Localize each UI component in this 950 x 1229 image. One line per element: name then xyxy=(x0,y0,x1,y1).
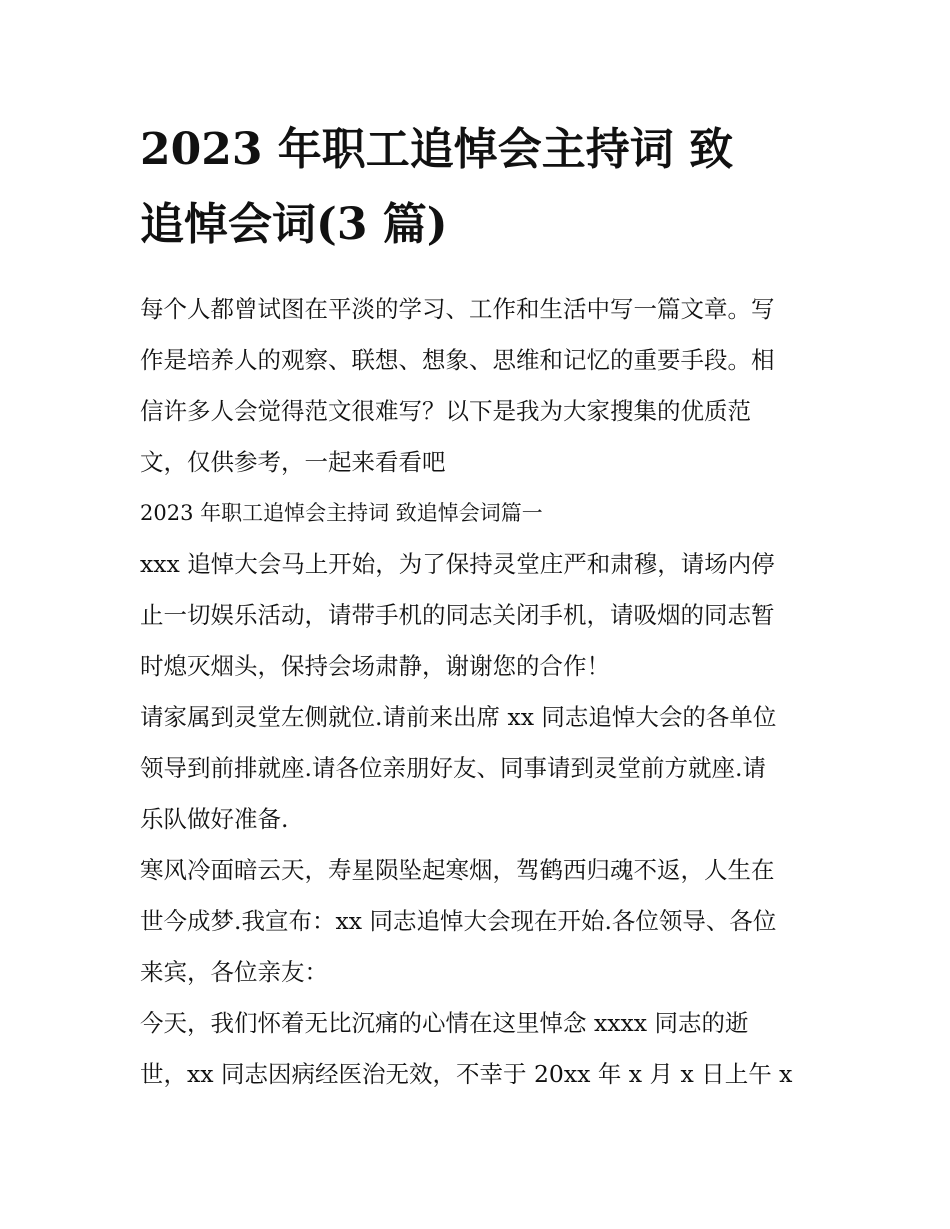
paragraph-line: 世今成梦.我宣布：xx 同志追悼大会现在开始.各位领导、各位 xyxy=(140,907,777,935)
paragraph-line: 乐队做好准备. xyxy=(140,805,289,833)
paragraph-line: 文，仅供参考，一起来看看吧 xyxy=(140,448,446,476)
paragraph-line: 今天，我们怀着无比沉痛的心情在这里悼念 xxxx 同志的逝 xyxy=(140,1009,749,1037)
section-heading-line: 2023 年职工追悼会主持词 致追悼会词篇一 xyxy=(140,501,543,525)
paragraph-line: 世，xx 同志因病经医治无效，不幸于 20xx 年 x 月 x 日上午 x xyxy=(140,1060,793,1088)
paragraph-line: 来宾，各位亲友： xyxy=(140,958,328,986)
paragraph-line: 请家属到灵堂左侧就位.请前来出席 xx 同志追悼大会的各单位 xyxy=(140,703,777,731)
intro-paragraph xyxy=(140,284,820,488)
eulogy-paragraph xyxy=(140,998,820,1100)
paragraph-line: 信许多人会觉得范文很难写？以下是我为大家搜集的优质范 xyxy=(140,397,751,425)
seating-paragraph xyxy=(140,692,820,845)
paragraph-line: 时熄灭烟头，保持会场肃静，谢谢您的合作！ xyxy=(140,652,610,680)
paragraph-line: 每个人都曾试图在平淡的学习、工作和生活中写一篇文章。写 xyxy=(140,295,775,323)
opening-notice-paragraph xyxy=(140,539,820,692)
document-title xyxy=(140,112,820,262)
paragraph-line: 作是培养人的观察、联想、想象、思维和记忆的重要手段。相 xyxy=(140,346,775,374)
document-body xyxy=(140,284,820,1100)
section-heading xyxy=(140,488,820,539)
document-page xyxy=(140,112,820,1100)
title-line: 追悼会词(3 篇) xyxy=(140,199,448,250)
paragraph-line: 领导到前排就座.请各位亲朋好友、同事请到灵堂前方就座.请 xyxy=(140,754,766,782)
title-line: 2023 年职工追悼会主持词 致 xyxy=(140,124,734,175)
opening-declaration-paragraph xyxy=(140,845,820,998)
paragraph-line: 寒风冷面暗云天，寿星陨坠起寒烟，驾鹤西归魂不返，人生在 xyxy=(140,856,775,884)
paragraph-line: xxx 追悼大会马上开始，为了保持灵堂庄严和肃穆，请场内停 xyxy=(140,550,775,578)
paragraph-line: 止一切娱乐活动，请带手机的同志关闭手机，请吸烟的同志暂 xyxy=(140,601,775,629)
